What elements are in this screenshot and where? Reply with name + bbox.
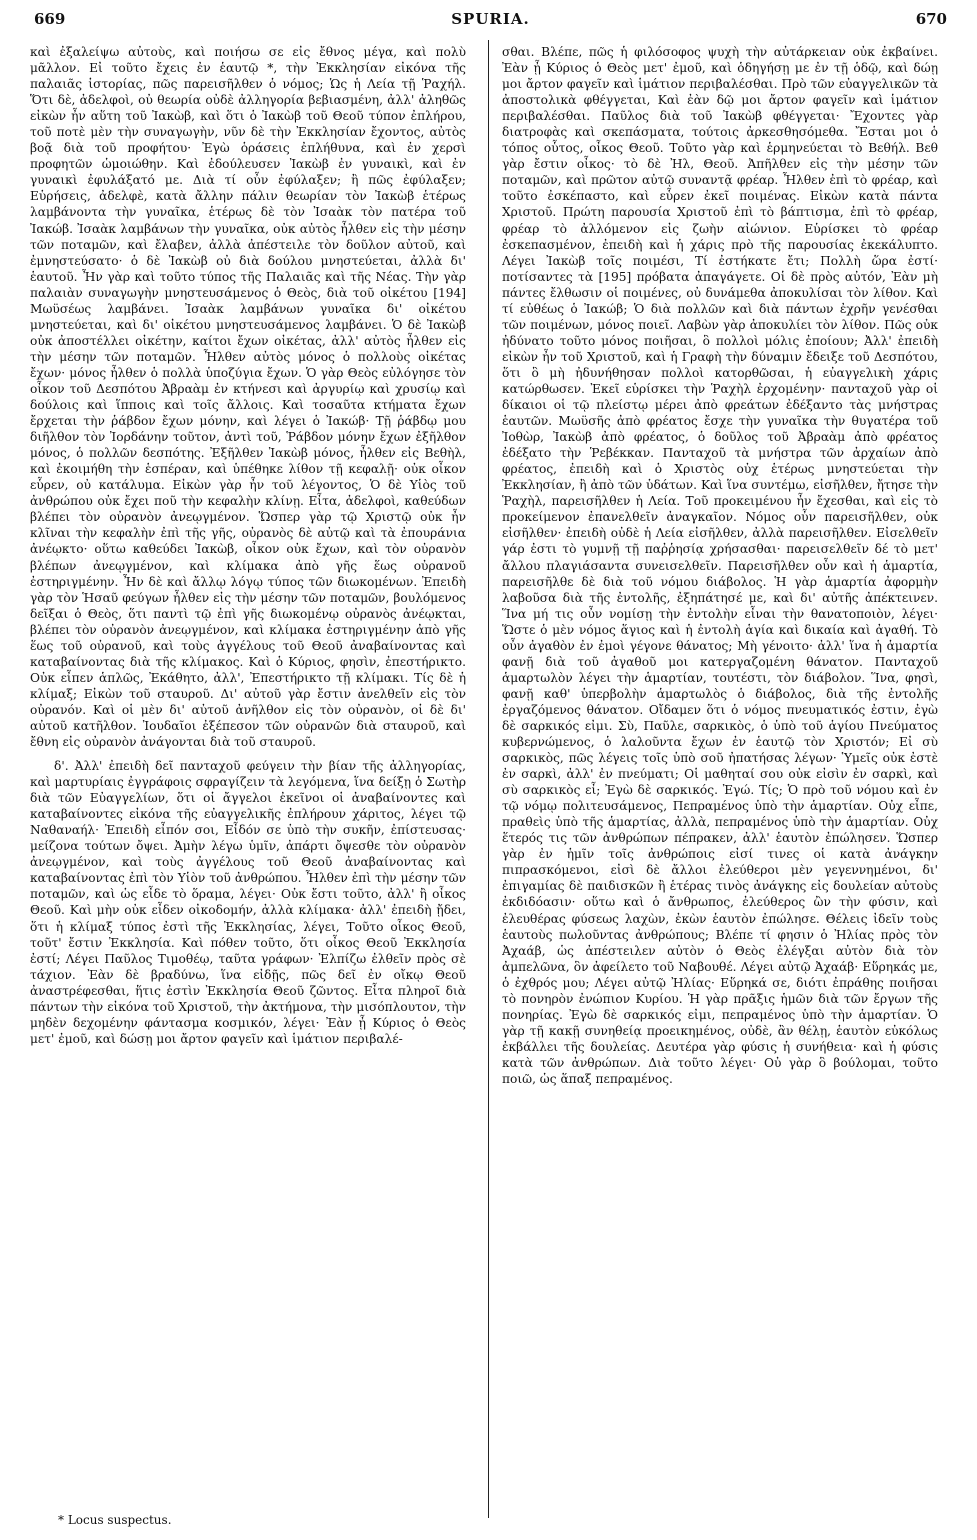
right-paragraph-1: σθαι. Βλέπε, πῶς ἡ φιλόσοφος ψυχὴ τὴν αὐτάρκειαν οὐκ ἐκβαίνει. Ἐὰν ᾖ Κύριος ὁ Θεὸς μετ' ἐμοῦ, καὶ ὁδηγήσῃ με ἐν τῇ ὁδῷ, καὶ δώῃ μοι ἄρτον φαγεῖν καὶ ἱμάτιον περιβαλέσθαι. Πρὸ τῶν εὐαγγελικῶν τὰ ἀποστολικὰ φθέγγεται, Καὶ ἐὰν δῷ μοι ἄρτον φαγεῖν καὶ ἱμάτιον περιβαλέσθαι. Παῦλος διὰ τοῦ Ἰακὼβ φθέγγεται· Ἔχοντες γὰρ διατροφὰς καὶ σκεπάσματα, τούτοις ἀρκεσθησόμεθα. Ἔσται μοι ὁ τόπος οὗτος, οἶκος Θεοῦ. Τοῦτο γὰρ καὶ ἑρμηνεύεται τὸ Βεθήλ. Βεθ γὰρ ἔστιν οἶκος· τὸ δὲ Ἠλ, Θεοῦ. Ἀπῆλθεν εἰς τὴν μέσην τῶν ποταμῶν, καὶ πρῶτον αὐτῷ συναντᾷ φρέαρ. Ἦλθεν ἐπὶ τὸ φρέαρ, καὶ τοῦτο ἐσκέπαστο, καὶ εὗρεν ἐκεῖ ποιμένας. Εἰκὼν κατὰ πάντα Χριστοῦ. Πρώτη παρουσία Χριστοῦ ἐπὶ τὸ βάπτισμα, ἐπὶ τὸ φρέαρ, φρέαρ τὸ ἀλλόμενον εἰς ζωὴν αἰώνιον. Εὑρίσκει τὸ φρέαρ ἐσκεπασμένον, ἐπειδὴ καὶ ἡ χάρις πρὸ τῆς παρουσίας ἐκεκάλυπτο. Λέγει Ἰακὼβ τοῖς ποιμέσι, Τί ἐστήκατε ἔτι; Πολλὴ ὥρα ἐστί· ποτίσαντες τὰ [195] πρόβατα ἀπαγάγετε. Οἱ δὲ πρὸς αὐτόν, Ἐὰν μὴ πάντες ἔλθωσιν οἱ ποιμένες, οὐ δυνάμεθα ἀποκυλίσαι τὸν λίθον. Καὶ τί εὐθέως ὁ Ἰακώβ; Ὁ διὰ πολλῶν καὶ διὰ πάντων ἐχρῆν γενέσθαι τῶν ποιμένων, μόνος ποιεῖ. Λαβὼν γὰρ ἀποκυλίει τὸν λίθον. Πῶς οὐκ ἠδύνατο τοῦτο μόνος ποιῆσαι, ὃ πολλοὶ μόλις ἐποίουν; Ἀλλ' ἐπειδὴ εἰκὼν ἦν τοῦ Χριστοῦ, καὶ ἡ Γραφὴ τὴν δύναμιν ἔδειξε τοῦ Δεσπότου, ὅτι ὃ μὴ ἠδυνήθησαν πολλοὶ κατορθῶσαι, ἡ εὐαγγελικὴ χάρις κατώρθωσεν. Ἐκεῖ εὑρίσκει τὴν Ῥαχὴλ ἐρχομένην· πανταχοῦ γὰρ οἱ δίκαιοι οἱ τῷ πλείστῳ μέρει ἀπὸ φρεάτων ἐδέξαντο τὰς μνήστρας ἑαυτῶν. Μωϋσῆς ἀπὸ φρέατος ἔσχε τὴν γυναῖκα τὴν θυγατέρα τοῦ Ἰοθὼρ, Ἰακὼβ ἀπὸ φρέατος, ὁ δοῦλος τοῦ Ἀβραὰμ ἀπὸ φρέατος ἐδέξατο τὴν Ῥεβέκκαν. Πανταχοῦ τὰ μνήστρα τῶν ἀρχαίων ἀπὸ φρέατος, ἐπειδὴ καὶ ὁ Χριστὸς οὐχ ἑτέρως μνηστεύεται τὴν Ἐκκλησίαν, ἢ ἀπὸ τῶν ὑδάτων. Καὶ ἵνα συντέμω, εἰσῆλθεν, ἤτησε τὴν Ῥαχὴλ, παρεισῆλθεν ἡ Λεία. Τοῦ προκειμένου ἦν ἔχεσθαι, καὶ εἰς τὸ προκείμενον ἐπανελθεῖν ἀναγκαῖον. Νόμος οὖν παρεισῆλθεν, οὐκ εἰσῆλθεν· ἐπειδὴ οὐδὲ ἡ Λεία εἰσῆλθεν, ἀλλὰ παρεισῆλθεν. Εἰσελθεῖν γάρ ἐστι τὸ γυμνῇ τῇ παῤῥησίᾳ χρήσασθαι· παρεισελθεῖν δέ τὸ μετ' ἄλλου πλαγιάσαντα συνεισελθεῖν. Παρεισῆλθεν οὖν καὶ ἡ ἁμαρτία, παρεισῆλθε δὲ διὰ τοῦ νόμου διάβολος. Ἡ γὰρ ἁμαρτία ἀφορμὴν λαβοῦσα διὰ τῆς ἐντολῆς, ἐξηπάτησέ με, καὶ δι' αὐτῆς ἀπέκτεινεν. Ἵνα μή τις οὖν νομίσῃ τὴν ἐντολὴν εἶναι τὴν θανατοποιὸν, λέγει· Ὥστε ὁ μὲν νόμος ἅγιος καὶ ἡ ἐντολὴ ἁγία καὶ δικαία καὶ ἀγαθή. Τὸ οὖν ἀγαθὸν ἐν ἐμοὶ γέγονε θάνατος; Μὴ γένοιτο· ἀλλ' ἵνα ἡ ἁμαρτία φανῇ διὰ τοῦ ἀγαθοῦ μοι κατεργαζομένη θάνατον. Πανταχοῦ ἁμαρτωλὸν λέγει τὴν ἁμαρτίαν, τουτέστι, τὸν διάβολον. Ἵνα, φησὶ, φανῇ καθ' ὑπερβολὴν ἁμαρτωλὸς ὁ διάβολος, διὰ τῆς ἐντολῆς ἐργαζόμενος θάνατον. Οἴδαμεν ὅτι ὁ νόμος πνευματικός ἐστιν, ἐγὼ δὲ σαρκικός εἰμι. Σὺ, Παῦλε, σαρκικὸς, ὁ ὑπὸ τοῦ ἁγίου Πνεύματος κυβερνώμενος, ὁ λαλοῦντα ἔχων ἐν ἑαυτῷ τὸν Χριστόν; Εἰ σὺ σαρκικὸς, πῶς λέγεις τοῖς ὑπὸ σοῦ ἠπατήσας λέγων· Ὑμεῖς οὐκ ἐστὲ ἐν σαρκὶ, ἀλλ' ἐν πνεύματι; Οἱ μαθηταί σου οὐκ εἰσὶν ἐν σαρκὶ, καὶ σὺ σαρκικὸς εἶ; Ἐγὼ δὲ σαρκικός. Ἐγώ. Τίς; Ὁ πρὸ τοῦ νόμου καὶ ἐν τῷ νόμῳ πολιτευσάμενος, Πεπραμένος ὑπὸ τὴν ἁμαρτίαν. Οὐχ εἶπε, πραθεὶς ὑπὸ τῆς ἁμαρτίας, ἀλλὰ, πεπραμένος ὑπὸ τὴν ἁμαρτίαν. Οὐχ ἕτερός τις τῶν ἀνθρώπων πέπρακεν, ἀλλ' ἑαυτὸν ἐπώλησεν. Ὥσπερ γὰρ ἐν ἡμῖν τοῖς ἀνθρώποις εἰσί τινες οἱ κατὰ ἀνάγκην πιπρασκόμενοι, εἰσὶ δὲ ἄλλοι ἐλεύθεροι μὲν γεγεννημένοι, δι' ἐπιγαμίας δὲ παιδισκῶν ἢ ἑτέρας τινὸς ἀνάγκης εἰς δουλείαν αὐτοὺς ἐκδιδόασιν· οὕτω καὶ ὁ ἄνθρωπος, ἐλεύθερος ὢν τὴν φύσιν, καὶ ἐλευθέρας φύσεως λαχὼν, ἐκὼν ἑαυτὸν ἐπώλησε. Θέλεις ἰδεῖν τοὺς ἑαυτοὺς πωλοῦντας ἀνθρώπους; Βλέπε τί φησιν ὁ Ἠλίας πρὸς τὸν Ἀχαάβ, ὡς ἀπέστειλεν αὐτὸν ὁ Θεὸς ἐλέγξαι αὐτὸν διὰ τὸν ἀμπελῶνα, ὃν ἀφείλετο τοῦ Ναβουθέ. Λέγει αὐτῷ Ἀχαάβ· Εὕρηκάς με, ὁ ἐχθρός μου; Λέγει αὐτῷ Ἠλίας· Εὕρηκά σε, διότι ἐπράθης ποιῆσαι τὸ πονηρὸν ἐνώπιον Κυρίου. Ἡ γὰρ πρᾶξις ἡμῶν διὰ τῶν ἔργων τῆς πονηρίας. Ἐγὼ δὲ σαρκικός εἰμι, πεπραμένος ὑπὸ τὴν ἁμαρτίαν. Ὁ γὰρ τῇ κακῇ συνηθείᾳ προεικημένος, οὐδὲ, ἂν θέλῃ, ἑαυτὸν εὐκόλως ἐκβάλλει τῆς δουλείας. Δευτέρα γὰρ φύσις ἡ συνήθεια· καὶ ἡ φύσις κατὰ τῶν ἀνθρώπων. Διὰ τοῦτο λέγει· Οὐ γὰρ ὃ βούλομαι, τοῦτο ποιῶ, ὡς ἅπαξ πεπραμένος. bbox=[502, 45, 938, 1086]
left-paragraph-1: καὶ ἐξαλείψω αὐτοὺς, καὶ ποιήσω σε εἰς ἔθνος μέγα, καὶ πολὺ μᾶλλον. Εἰ τοῦτο ἔχεις ἐν ἑαυτῷ *, τὴν Ἐκκλησίαν εἰκόνα τῆς παλαιᾶς ἱστορίας, πῶς παρεισῆλθεν ὁ νόμος; Ὡς ἡ Λεία τῇ Ῥαχήλ. Ὅτι δὲ, ἀδελφοὶ, οὐ θεωρία οὐδὲ ἀλληγορία βεβιασμένη, ἀλλ' ἀληθῶς εἰκὼν ἦν αὕτη τοῦ Ἰακὼβ, καὶ ὅτι ὁ Ἰακὼβ τοῦ Θεοῦ τύπον ἐπλήρου, τοῦ ποτὲ μὲν τὴν συναγωγὴν, νῦν δὲ τὴν Ἐκκλησίαν ἔχοντος, αὐτὸς βοᾷ διὰ τοῦ προφήτου· Ἐγὼ ὁράσεις ἐπλήθυνα, καὶ ἐν χερσὶ προφητῶν ὡμοιώθην. Καὶ ἐδούλευσεν Ἰακὼβ ἐν γυναικὶ, καὶ ἐν γυναικὶ ἐφυλάξατό με. Διὰ τί οὖν ἐφύλαξεν; ἢ πῶς ἐφύλαξεν; Εὑρήσεις, ἀδελφὲ, κατὰ ἄλλην πάλιν θεωρίαν τὸν Ἰακὼβ ἑτέρως λαμβάνοντα τὴν γυναῖκα, ἑτέρως δὲ τὸν Ἰσαὰκ τὸν πατέρα τοῦ Ἰακώβ. Ἰσαὰκ λαμβάνων τὴν γυναῖκα, οὐκ αὐτὸς ἦλθεν εἰς τὴν μέσην τῶν ποταμῶν, καὶ ἔλαβεν, ἀλλὰ ἀπέστειλε τὸν δοῦλον αὐτοῦ, καὶ ἐμνηστεύσατο· ὁ δὲ Ἰακὼβ οὐ διὰ δούλου μνηστεύεται, ἀλλὰ δι' ἑαυτοῦ. Ἦν γὰρ καὶ τοῦτο τύπος τῆς Παλαιᾶς καὶ τῆς Νέας. Τὴν γὰρ παλαιὰν συναγωγὴν μνηστευσάμενος ὁ Θεὸς, διὰ τοῦ οἰκέτου [194] Μωϋσέως λαμβάνει. Ἰσαὰκ λαμβάνων γυναῖκα δι' οἰκέτου μνηστεύεται, καὶ δι' οἰκέτου μνηστευσάμενος λαμβάνει. Ὁ δὲ Ἰακὼβ οὐκ ἀποστέλλει οἰκέτην, καίτοι ἔχων οἰκέτας, ἀλλ' αὐτὸς ἦλθεν εἰς τὴν μέσην τῶν ποταμῶν. Ἦλθεν αὐτὸς μόνος ὁ πολλοὺς οἰκέτας ἔχων· μόνος ἦλθεν ὁ πολλὰ ὑποζύγια ἔχων. Ὁ γὰρ Θεὸς εὐλόγησε τὸν οἶκον τοῦ Δεσπότου Ἀβραὰμ ἐν κτήνεσι καὶ ἀργυρίῳ καὶ χρυσίῳ καὶ δούλοις καὶ ἵπποις καὶ τοῖς ἄλλοις. Καὶ τοσαῦτα κτήματα ἔχων ἔρχεται τὴν ῥάβδον ἔχων μόνην, καὶ λέγει ὁ Ἰακώβ· Τῇ ῥάβδῳ μου διῆλθον τὸν Ἰορδάνην τοῦτον, ἀντὶ τοῦ, Ῥάβδον μόνην ἔχων ἐξῆλθον μόνος, ὁ πολλῶν δεσπότης. Ἐξῆλθεν Ἰακὼβ μόνος, ἦλθεν εἰς Βεθὴλ, καὶ ἐκοιμήθη τὴν ἑσπέραν, καὶ ὑπέθηκε λίθον τῇ κεφαλῇ· οὐκ οἶκον εὗρεν, οὐ κατάλυμα. Εἰκὼν γὰρ ἦν τοῦ λέγοντος, Ὁ δὲ Υἱὸς τοῦ ἀνθρώπου οὐκ ἔχει ποῦ τὴν κεφαλὴν κλίνῃ. Εἶτα, ἀδελφοὶ, καθεύδων βλέπει τὸν οὐρανὸν ἀνεῳγμένον. Ὥσπερ γὰρ τῷ Χριστῷ οὐκ ἦν κλῖναι τὴν κεφαλὴν ἐπὶ τῆς γῆς, οὐρανὸς δὲ αὐτῷ καὶ τὰ ἐπουράνια ἀνέῳκτο· οὕτω καθεύδει Ἰακὼβ, οἶκον οὐκ ἔχων, καὶ τὸν οὐρανὸν βλέπων ἀνεῳγμένον, καὶ κλίμακα ἀπὸ γῆς ἕως οὐρανοῦ ἐστηριγμένην. Ἦν δὲ καὶ ἄλλῳ λόγῳ τύπος τῶν διωκομένων. Ἐπειδὴ γὰρ τὸν Ἡσαῦ φεύγων ἦλθεν εἰς τὴν μέσην τῶν ποταμῶν, βουλόμενος δεῖξαι ὁ Θεὸς, ὅτι παντὶ τῷ ἐπὶ γῆς διωκομένῳ οὐρανὸς ἀνέῳκται, βλέπει τὸν οὐρανὸν ἀνεῳγμένον, καὶ κλίμακα ἐστηριγμένην ἀπὸ γῆς ἕως τοῦ οὐρανοῦ, καὶ τοὺς ἀγγέλους τοῦ Θεοῦ ἀναβαίνοντας καὶ καταβαίνοντας διὰ τῆς κλίμακος. Καὶ ὁ Κύριος, φησὶν, ἐπεστήρικτο. Οὐκ εἶπεν ἁπλῶς, Ἐκάθητο, ἀλλ', Ἐπεστήρικτο τῇ κλίμακι. Τίς δὲ ἡ κλίμαξ; Εἰκὼν τοῦ σταυροῦ. Δι' αὐτοῦ γὰρ ἔστιν ἀνελθεῖν εἰς τὸν οὐρανόν. Καὶ οἱ μὲν δι' αὐτοῦ ἀνῆλθον εἰς τὸν οὐρανὸν, οἱ δὲ δι' αὐτοῦ κατῆλθον. Ἰουδαῖοι ἐξέπεσον τῶν οὐρανῶν διὰ σταυροῦ, καὶ ἔθνη εἰς οὐρανὸν ἀνάγονται διὰ τοῦ σταυροῦ. bbox=[30, 45, 466, 750]
page-number-right: 670 bbox=[915, 10, 947, 28]
column-divider bbox=[488, 40, 489, 1518]
left-column bbox=[30, 44, 466, 1506]
right-column bbox=[502, 44, 938, 1536]
page-header bbox=[34, 10, 947, 32]
page-number-left: 669 bbox=[34, 10, 66, 28]
footnote: * Locus suspectus. bbox=[58, 1513, 172, 1527]
left-paragraph-2: δ'. Ἀλλ' ἐπειδὴ δεῖ πανταχοῦ φεύγειν τὴν βίαν τῆς ἀλληγορίας, καὶ μαρτυρίαις ἐγγράφοις σφραγίζειν τὰ λεγόμενα, ἵνα δείξῃ ὁ Σωτὴρ διὰ τῶν Εὐαγγελίων, ὅτι οἱ ἄγγελοι ἐκεῖνοι οἱ ἀναβαίνοντες καὶ καταβαίνοντες εἰκόνα τῆς εὐαγγελικῆς ἐπλήρουν χάριτος, λέγει τῷ Ναθαναήλ· Ἐπειδὴ εἶπόν σοι, Εἶδόν σε ὑπὸ τὴν συκῆν, ἐπίστευσας· μείζονα τούτων ὄψει. Ἀμὴν λέγω ὑμῖν, ἀπάρτι ὄψεσθε τὸν οὐρανὸν ἀνεῳγμένον, καὶ τοὺς ἀγγέλους τοῦ Θεοῦ ἀναβαίνοντας καὶ καταβαίνοντας ἐπὶ τὸν Υἱὸν τοῦ ἀνθρώπου. Ἦλθεν ἐπὶ τὴν μέσην τῶν ποταμῶν, καὶ ὡς εἶδε τὸ ὅραμα, λέγει· Οὐκ ἔστι τοῦτο, ἀλλ' ἢ οἶκος Θεοῦ. Καὶ μὴν οὐκ εἶδεν οἰκοδομήν, ἀλλὰ κλίμακα· ἀλλ' ἐπειδὴ ᾔδει, ὅτι ἡ κλίμαξ τύπος ἐστὶ τῆς Ἐκκλησίας, λέγει, Τοῦτο οἶκος Θεοῦ, τοῦτ' ἔστιν Ἐκκλησία. Καὶ πόθεν τοῦτο, ὅτι οἶκος Θεοῦ Ἐκκλησία ἐστί; Λέγει Παῦλος Τιμοθέῳ, ταῦτα γράφων· Ἐλπίζω ἐλθεῖν πρὸς σὲ τάχιον. Ἐὰν δὲ βραδύνω, ἵνα εἰδῇς, πῶς δεῖ ἐν οἴκῳ Θεοῦ ἀναστρέφεσθαι, ἥτις ἐστὶν Ἐκκλησία Θεοῦ ζῶντος. Εἶτα πληροῖ διὰ πάντων τὴν εἰκόνα τοῦ Χριστοῦ, τὴν ἀκτήμονα, τὴν μισόπλουτον, τὴν μηδὲν δεχομένην φάντασμα κοσμικόν, λέγει· Ἐὰν ᾖ Κύριος ὁ Θεὸς μετ' ἐμοῦ, καὶ δώσῃ μοι ἄρτον φαγεῖν καὶ ἱμάτιον περιβαλέ- bbox=[30, 759, 466, 1046]
running-title: SPURIA. bbox=[451, 10, 530, 28]
